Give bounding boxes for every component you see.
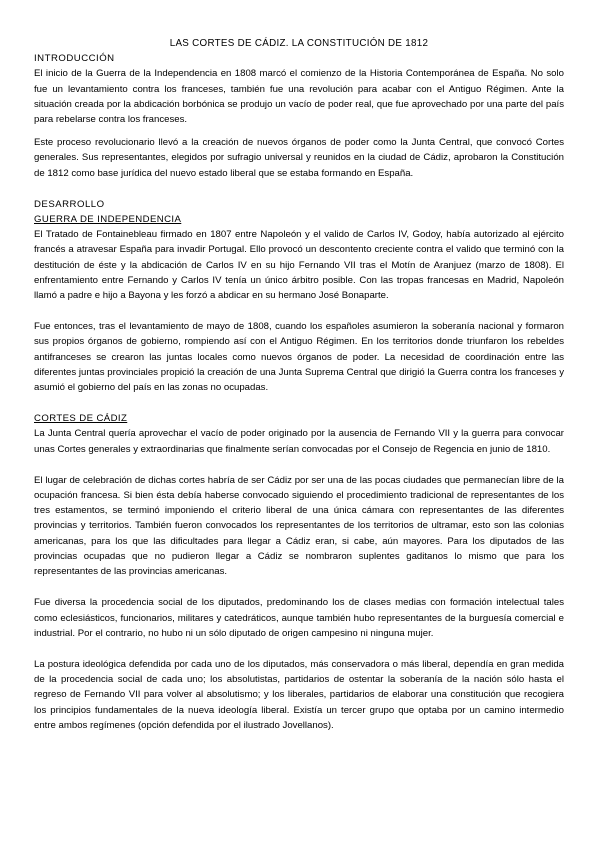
guerra-heading: GUERRA DE INDEPENDENCIA — [34, 214, 182, 226]
intro-paragraph-1: El inicio de la Guerra de la Independencia en 1808 marcó el comienzo de la Historia Contemporánea de España. No solo fue un levantamiento contra los franceses, también fue una revolución para acabar con el Antiguo Régimen. Ante la situación creada por la abdicación borbónica se produjo un vacío de poder real, que fue aprovechado por una parte del país para rebelarse contra los franceses. — [34, 68, 564, 126]
desarrollo-heading: DESARROLLO — [34, 198, 105, 210]
cortes-heading: CORTES DE CÁDIZ — [34, 413, 128, 425]
cortes-paragraph-2: El lugar de celebración de dichas cortes habría de ser Cádiz por ser una de las pocas ciudades que permanecían libre de la ocupación francesa. Si bien ésta debía haberse convocado siguiendo el procedimiento tradicional de representantes de los tres estamentos, se terminó imponiendo el criterio liberal de una única cámara con representantes de las diferentes provincias y territorios. También fueron convocados los representantes de los territorios de ultramar, esto son las colonias americanas, para los que las dificultades para llegar a Cádiz eran, si cabe, aún mayores. Para los diputados de las provincias ocupadas que no pudieron llegar a Cádiz se nombraron suplentes gaditanos lo mismo que para los representantes de las provincias americanas. — [34, 474, 564, 578]
document-page — [34, 36, 564, 733]
intro-heading: INTRODUCCIÓN — [34, 53, 115, 65]
document-title: LAS CORTES DE CÁDIZ. LA CONSTITUCIÓN DE 1812 — [169, 38, 429, 49]
guerra-paragraph-1: El Tratado de Fontainebleau firmado en 1807 entre Napoleón y el valido de Carlos IV, Godoy, había autorizado al ejército francés a atravesar España para invadir Portugal. Ello provocó un descontento creciente contra el valido que terminó con la destitución de éste y la abdicación de Carlos IV en su hijo Fernando VII tras el Motín de Aranjuez (marzo de 1808). El enfrentamiento entre Fernando y Carlos IV tenía un único árbitro posible. Con las tropas francesas en Madrid, Napoleón llamó a padre e hijo a Bayona y les forzó a abdicar en su hermano José Bonaparte. — [34, 229, 564, 302]
intro-paragraph-2: Este proceso revolucionario llevó a la creación de nuevos órganos de poder como la Junta Central, que convocó Cortes generales. Sus representantes, elegidos por sufragio universal y reunidos en la ciudad de Cádiz, aprobaron la Constitución de 1812 como base jurídica del nuevo estado liberal que se estaba formando en España. — [34, 137, 564, 179]
guerra-paragraph-2: Fue entonces, tras el levantamiento de mayo de 1808, cuando los españoles asumieron la soberanía nacional y formaron sus propios órganos de gobierno, rompiendo así con el Antiguo Régimen. En los territorios donde triunfaron los rebeldes antifranceses se crearon las juntas locales como nuevos órganos de poder. La necesidad de coordinación entre las diferentes juntas provinciales propició la creación de una Junta Suprema Central que dirigió la Guerra contra los franceses y asumió el gobierno del país en las zonas no ocupadas. — [34, 321, 564, 394]
cortes-paragraph-1: La Junta Central quería aprovechar el vacío de poder originado por la ausencia de Fernando VII y la guerra para convocar unas Cortes generales y extraordinarias que finalmente serían convocadas por el Consejo de Regencia en junio de 1810. — [34, 428, 564, 455]
cortes-paragraph-3: Fue diversa la procedencia social de los diputados, predominando los de clases medias con formación intelectual tales como eclesiásticos, funcionarios, militares y catedráticos, aunque también hubo representantes de la burguesía comercial e industrial. Por el contrario, no hubo ni un sólo diputado de origen campesino ni ninguna mujer. — [34, 597, 564, 639]
cortes-paragraph-4: La postura ideológica defendida por cada uno de los diputados, más conservadora o más liberal, dependía en gran medida de la procedencia social de cada uno; los absolutistas, partidarios de ostentar la soberanía de la nación sólo hasta el regreso de Fernando VII para volver al absolutismo; y los liberales, partidarios de elaborar una constitución que recogiera los principios fundamentales de la nueva ideología liberal. Existía un tercer grupo que optaba por un camino intermedio entre ambos regímenes (opción defendida por el ilustrado Jovellanos). — [34, 658, 564, 731]
